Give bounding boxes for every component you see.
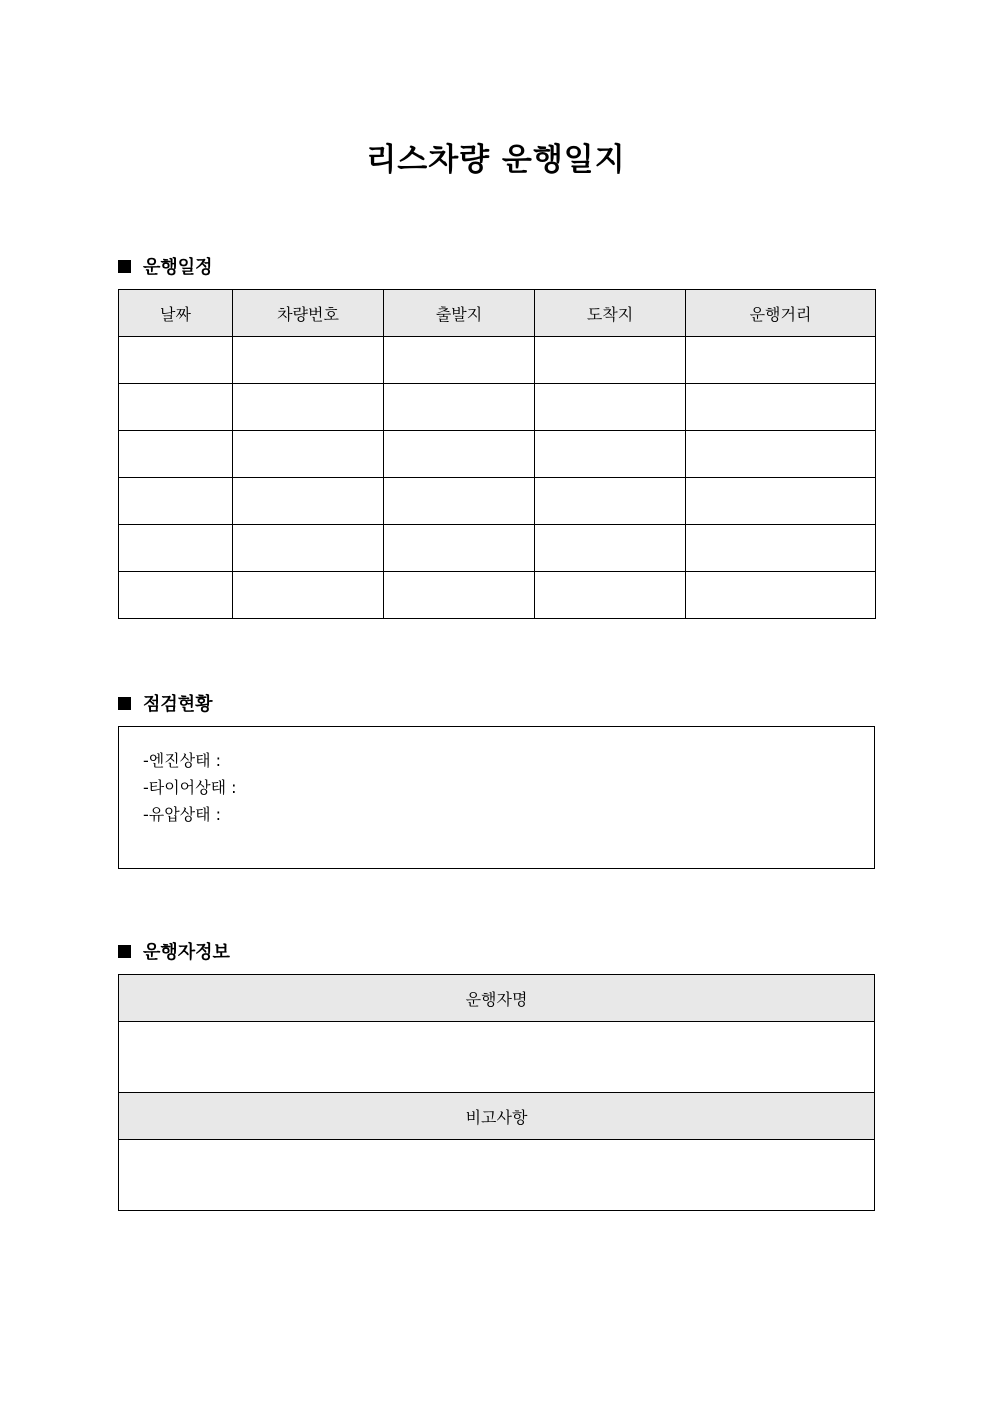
- table-cell[interactable]: [686, 431, 876, 478]
- driver-heading-label: 운행자정보: [143, 942, 230, 963]
- schedule-table: [118, 289, 876, 619]
- table-cell[interactable]: [119, 431, 233, 478]
- table-cell[interactable]: [233, 337, 384, 384]
- column-header-distance: 운행거리: [686, 290, 876, 337]
- table-cell[interactable]: [686, 337, 876, 384]
- inspection-box[interactable]: [118, 726, 875, 869]
- driver-name-label: 운행자명: [119, 975, 875, 1022]
- column-header-departure: 출발지: [384, 290, 535, 337]
- hydraulic-status-line: -유압상태 :: [143, 805, 222, 824]
- table-cell[interactable]: [384, 337, 535, 384]
- table-cell[interactable]: [686, 525, 876, 572]
- schedule-header-row: [119, 290, 876, 337]
- engine-status-line: -엔진상태 :: [143, 751, 222, 770]
- table-cell[interactable]: [384, 384, 535, 431]
- table-cell[interactable]: [119, 384, 233, 431]
- column-header-arrival: 도착지: [535, 290, 686, 337]
- table-row: [119, 572, 876, 619]
- driver-name-row: [119, 1022, 875, 1093]
- table-cell[interactable]: [119, 525, 233, 572]
- driver-name-cell[interactable]: [119, 1022, 875, 1093]
- table-cell[interactable]: [233, 431, 384, 478]
- table-row: [119, 337, 876, 384]
- table-cell[interactable]: [384, 525, 535, 572]
- table-cell[interactable]: [535, 478, 686, 525]
- table-cell[interactable]: [535, 431, 686, 478]
- table-cell[interactable]: [119, 337, 233, 384]
- driver-heading: [118, 938, 230, 964]
- table-row: [119, 384, 876, 431]
- table-cell[interactable]: [686, 384, 876, 431]
- table-cell[interactable]: [384, 572, 535, 619]
- remarks-header-row: [119, 1093, 875, 1140]
- tire-status-line: -타이어상태 :: [143, 778, 237, 797]
- table-cell[interactable]: [384, 431, 535, 478]
- square-bullet-icon: [118, 697, 131, 710]
- document-title: 리스차량 운행일지: [366, 142, 626, 178]
- table-cell[interactable]: [384, 478, 535, 525]
- column-header-vehicle-number: 차량번호: [233, 290, 384, 337]
- schedule-heading-label: 운행일정: [143, 257, 213, 278]
- table-cell[interactable]: [233, 478, 384, 525]
- schedule-heading: [118, 253, 213, 279]
- inspection-heading-label: 점검현황: [143, 694, 213, 715]
- inspection-heading: [118, 690, 213, 716]
- driver-name-header-row: [119, 975, 875, 1022]
- table-cell[interactable]: [233, 525, 384, 572]
- table-cell[interactable]: [535, 572, 686, 619]
- table-row: [119, 478, 876, 525]
- table-cell[interactable]: [535, 384, 686, 431]
- table-cell[interactable]: [686, 572, 876, 619]
- remarks-row: [119, 1140, 875, 1211]
- table-row: [119, 525, 876, 572]
- table-cell[interactable]: [233, 572, 384, 619]
- table-cell[interactable]: [686, 478, 876, 525]
- square-bullet-icon: [118, 260, 131, 273]
- square-bullet-icon: [118, 945, 131, 958]
- table-cell[interactable]: [119, 478, 233, 525]
- table-cell[interactable]: [535, 337, 686, 384]
- table-cell[interactable]: [119, 572, 233, 619]
- remarks-cell[interactable]: [119, 1140, 875, 1211]
- column-header-date: 날짜: [119, 290, 233, 337]
- driver-table: [118, 974, 875, 1211]
- table-cell[interactable]: [233, 384, 384, 431]
- table-row: [119, 431, 876, 478]
- remarks-label: 비고사항: [119, 1093, 875, 1140]
- table-cell[interactable]: [535, 525, 686, 572]
